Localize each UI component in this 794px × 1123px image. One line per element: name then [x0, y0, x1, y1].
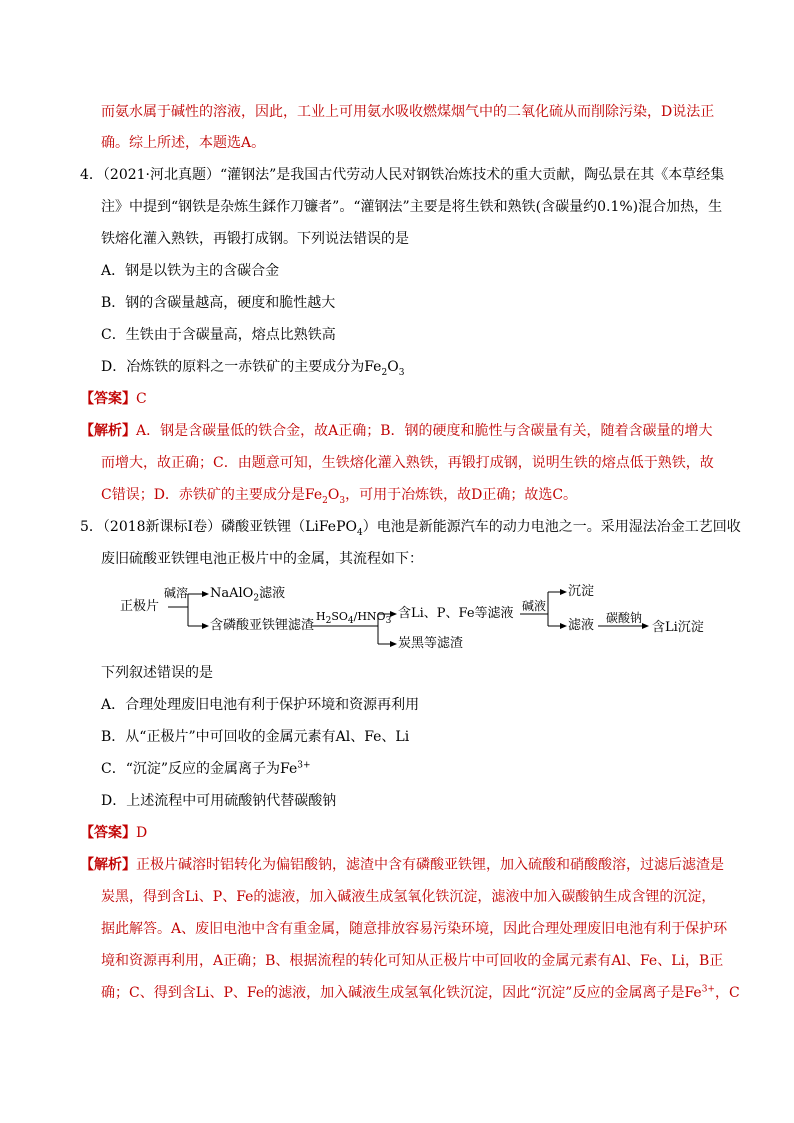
q5-stem-line-1: 5．（2018新课标Ⅰ卷）磷酸亚铁锂（LiFePO$_4$）电池是新能源汽车的动力电池之一。采用湿法冶金工艺回收	[80, 519, 741, 538]
q4-analysis-line-1: 【解析】A．钢是含碳量低的铁合金，故A正确；B．钢的硬度和脆性与含碳量有关，随着含碳量的增大	[80, 423, 713, 439]
q5-analysis-line-2: 炭黑，得到含Li、P、Fe的滤液，加入碱液生成氢氧化铁沉淀，滤液中加入碳酸钠生成含锂的沉淀，	[101, 889, 716, 905]
flow-step-lye: 碱液	[522, 599, 547, 613]
flow-carbon-residue: 炭黑等滤渣	[398, 636, 464, 651]
flow-li-precipitate: 含Li沉淀	[652, 620, 704, 635]
q4-analysis-line-2: 而增大，故正确；C．由题意可知，生铁熔化灌入熟铁，再锻打成钢，说明生铁的熔点低于熟铁，故	[101, 455, 714, 471]
flow-naalo2-filtrate: NaAlO$_2$滤液	[210, 586, 286, 604]
flow-li-p-fe-filtrate: 含Li、P、Fe等滤液	[398, 606, 514, 621]
q4-stem-line-2: 注》中提到“钢铁是杂炼生鍒作刀镰者”。“灌钢法”主要是将生铁和熟铁(含碳量约0.1%)混合加热，生	[101, 199, 723, 215]
q5-flowchart	[120, 578, 720, 651]
q5-answer: 【答案】D	[80, 825, 148, 841]
q5-analysis-line-3: 据此解答。A、废旧电池中含有重金属，随意排放容易污染环境，因此合理处理废旧电池有利于保护环	[101, 921, 728, 937]
q4-option-d: D．冶炼铁的原料之一赤铁矿的主要成分为$Fe_2O_3$	[101, 359, 405, 378]
q5-option-a: A．合理处理废旧电池有利于保护环境和资源再利用	[101, 697, 420, 713]
q5-analysis-line-5: 确；C、得到含Li、P、Fe的滤液，加入碱液生成氢氧化铁沉淀，因此“沉淀”反应的金属离子是$Fe^{3+}$，C	[101, 984, 740, 1001]
flow-step-acid: $H_2SO_4/HNO_3$	[316, 610, 392, 627]
q4-option-a: A．钢是以铁为主的含碳合金	[101, 263, 280, 279]
flow-step-alkali-dissolve: 碱溶	[164, 586, 189, 600]
q5-analysis-line-1: 【解析】正极片碱溶时铝转化为偏铝酸钠，滤渣中含有磷酸亚铁锂，加入硫酸和硝酸酸溶，过滤后滤渣是	[80, 857, 724, 873]
flow-filtrate: 滤液	[568, 618, 595, 633]
flow-lifepo4-residue: 含磷酸亚铁锂滤渣	[210, 618, 315, 633]
q4-analysis-line-3: C错误；D．赤铁矿的主要成分是$Fe_2O_3$，可用于冶炼铁，故D正确；故选C。	[101, 487, 578, 506]
prev-analysis-line-2: 确。综上所述，本题选A。	[101, 135, 266, 151]
flow-precipitate: 沉淀	[568, 584, 595, 599]
flow-start-positive-plate: 正极片	[120, 599, 160, 614]
q5-stem-question: 下列叙述错误的是	[101, 665, 213, 681]
q5-option-d: D．上述流程中可用硫酸钠代替碳酸钠	[101, 793, 337, 809]
q5-stem-line-2: 废旧硫酸亚铁锂电池正极片中的金属，其流程如下：	[101, 551, 423, 567]
q5-option-b: B．从“正极片”中可回收的金属元素有Al、Fe、Li	[101, 729, 410, 745]
q4-option-b: B．钢的含碳量越高，硬度和脆性越大	[101, 295, 336, 311]
prev-analysis-line-1: 而氨水属于碱性的溶液，因此，工业上可用氨水吸收燃煤烟气中的二氧化硫从而削除污染，D说法正	[101, 104, 715, 120]
q4-stem-line-1: 4．（2021·河北真题）“灌钢法”是我国古代劳动人民对钢铁冶炼技术的重大贡献，陶弘景在其《本草经集	[80, 167, 725, 183]
flow-step-sodium-carbonate: 碳酸钠	[606, 611, 643, 625]
q4-option-c: C．生铁由于含碳量高，熔点比熟铁高	[101, 327, 336, 343]
q5-analysis-line-4: 境和资源再利用，A正确；B、根据流程的转化可知从正极片中可回收的金属元素有Al、Fe、Li，B正	[101, 953, 724, 969]
q4-stem-line-3: 铁熔化灌入熟铁，再锻打成钢。下列说法错误的是	[101, 231, 409, 247]
q5-option-c: C．“沉淀”反应的金属离子为$Fe^{3+}$	[101, 760, 311, 777]
q4-answer: 【答案】C	[80, 391, 147, 407]
